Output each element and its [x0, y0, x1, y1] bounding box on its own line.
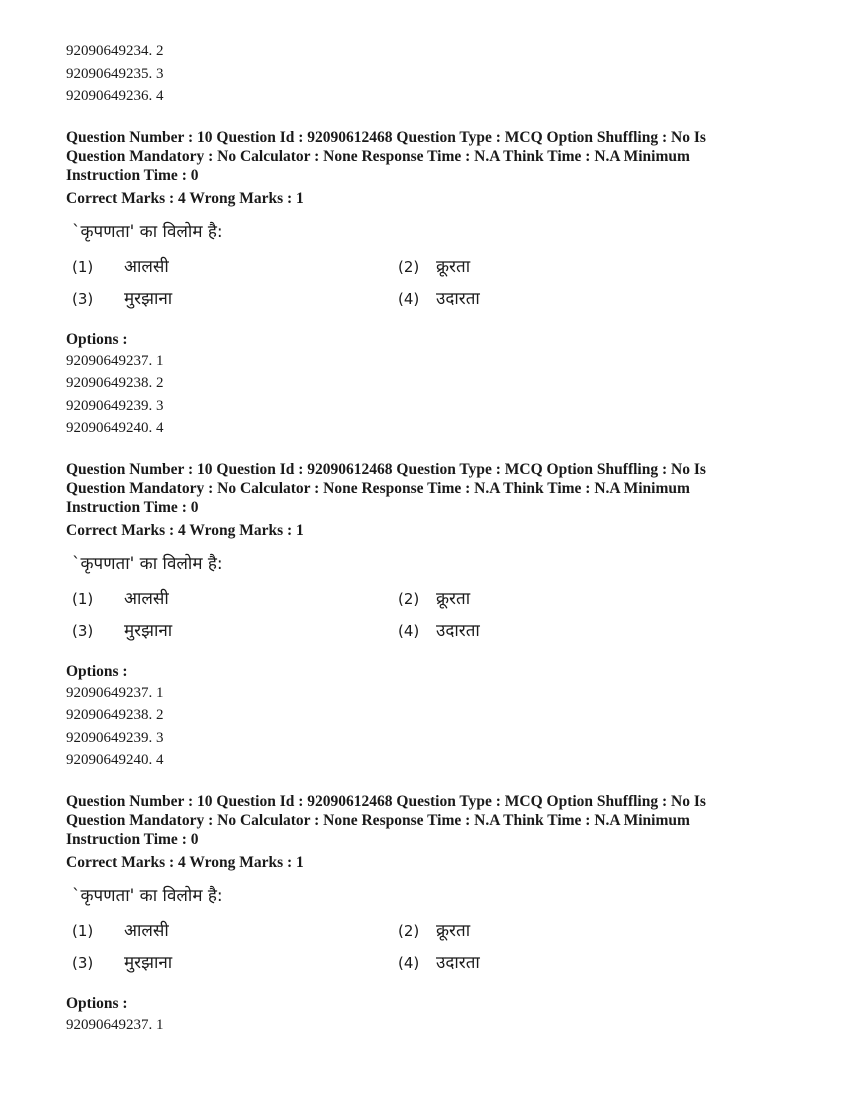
option-line: 92090649236. 4 — [66, 88, 164, 104]
choice-1 — [66, 918, 169, 944]
options-list — [66, 682, 786, 772]
option-line: 92090649239. 3 — [66, 397, 164, 414]
choice-2 — [392, 586, 470, 612]
question-block — [66, 792, 786, 1037]
choice-3 — [66, 618, 172, 644]
choice-1 — [66, 586, 169, 612]
option-line: 92090649238. 2 — [66, 707, 164, 723]
option-line: 92090649238. 2 — [66, 375, 164, 391]
option-line: 92090649237. 1 — [66, 352, 164, 369]
choice-number: (3) — [72, 289, 94, 308]
choice-number: (2) — [398, 921, 420, 940]
choice-text: उदारता — [436, 288, 480, 309]
choice-number: (3) — [72, 953, 94, 972]
question-meta: Question Number : 10 Question Id : 92090612468 Question Type : MCQ Option Shuffling : No Is Question Mandatory : No Calculator : None Response Time : N.A Think Time : N.A Minimum Instruction Time : 0 — [66, 128, 706, 184]
question-meta: Question Number : 10 Question Id : 92090612468 Question Type : MCQ Option Shuffling : No Is Question Mandatory : No Calculator : None Response Time : N.A Think Time : N.A Minimum Instruction Time : 0 — [66, 460, 706, 516]
choice-text: उदारता — [436, 620, 480, 641]
question-block — [66, 460, 786, 772]
choice-number: (2) — [398, 257, 420, 276]
option-line: 92090649235. 3 — [66, 65, 164, 82]
choice-3 — [66, 950, 172, 976]
choice-number: (1) — [72, 921, 94, 940]
spacer — [66, 772, 786, 792]
option-line: 92090649237. 1 — [66, 684, 164, 701]
question-marks: Correct Marks : 4 Wrong Marks : 1 — [66, 189, 304, 207]
question-marks: Correct Marks : 4 Wrong Marks : 1 — [66, 521, 304, 539]
choice-4 — [392, 618, 480, 644]
choice-4 — [392, 950, 480, 976]
options-list — [66, 1014, 786, 1037]
choice-number: (2) — [398, 589, 420, 608]
choice-text: उदारता — [436, 952, 480, 973]
choice-text: क्रूरता — [436, 256, 471, 277]
choice-text: मुरझाना — [124, 620, 173, 641]
question-marks: Correct Marks : 4 Wrong Marks : 1 — [66, 853, 304, 871]
choice-number: (4) — [398, 953, 420, 972]
choice-text: आलसी — [124, 256, 169, 277]
choice-grid — [66, 254, 786, 318]
spacer — [66, 108, 786, 128]
spacer — [66, 440, 786, 460]
document-page — [66, 40, 786, 1036]
option-line: 92090649234. 2 — [66, 43, 164, 59]
question-text: `कृपणता' का विलोम है: — [72, 553, 223, 574]
choice-number: (1) — [72, 257, 94, 276]
choice-1 — [66, 254, 169, 280]
option-line: 92090649237. 1 — [66, 1016, 164, 1033]
question-meta: Question Number : 10 Question Id : 92090612468 Question Type : MCQ Option Shuffling : No Is Question Mandatory : No Calculator : None Response Time : N.A Think Time : N.A Minimum Instruction Time : 0 — [66, 792, 706, 848]
option-line: 92090649240. 4 — [66, 420, 164, 436]
choice-text: आलसी — [124, 920, 169, 941]
choice-4 — [392, 286, 480, 312]
choice-grid — [66, 918, 786, 982]
options-label: Options : — [66, 994, 128, 1012]
option-line: 92090649240. 4 — [66, 752, 164, 768]
question-block — [66, 128, 786, 440]
top-options-list — [66, 40, 786, 108]
options-label: Options : — [66, 330, 128, 348]
choice-3 — [66, 286, 172, 312]
choice-text: मुरझाना — [124, 288, 173, 309]
option-line: 92090649239. 3 — [66, 729, 164, 746]
choice-text: आलसी — [124, 588, 169, 609]
choice-text: मुरझाना — [124, 952, 173, 973]
choice-number: (1) — [72, 589, 94, 608]
options-list — [66, 350, 786, 440]
choice-2 — [392, 254, 470, 280]
choice-number: (3) — [72, 621, 94, 640]
choice-number: (4) — [398, 289, 420, 308]
question-text: `कृपणता' का विलोम है: — [72, 885, 223, 906]
options-label: Options : — [66, 662, 128, 680]
choice-text: क्रूरता — [436, 588, 471, 609]
choice-grid — [66, 586, 786, 650]
choice-text: क्रूरता — [436, 920, 471, 941]
question-text: `कृपणता' का विलोम है: — [72, 221, 223, 242]
choice-2 — [392, 918, 470, 944]
choice-number: (4) — [398, 621, 420, 640]
